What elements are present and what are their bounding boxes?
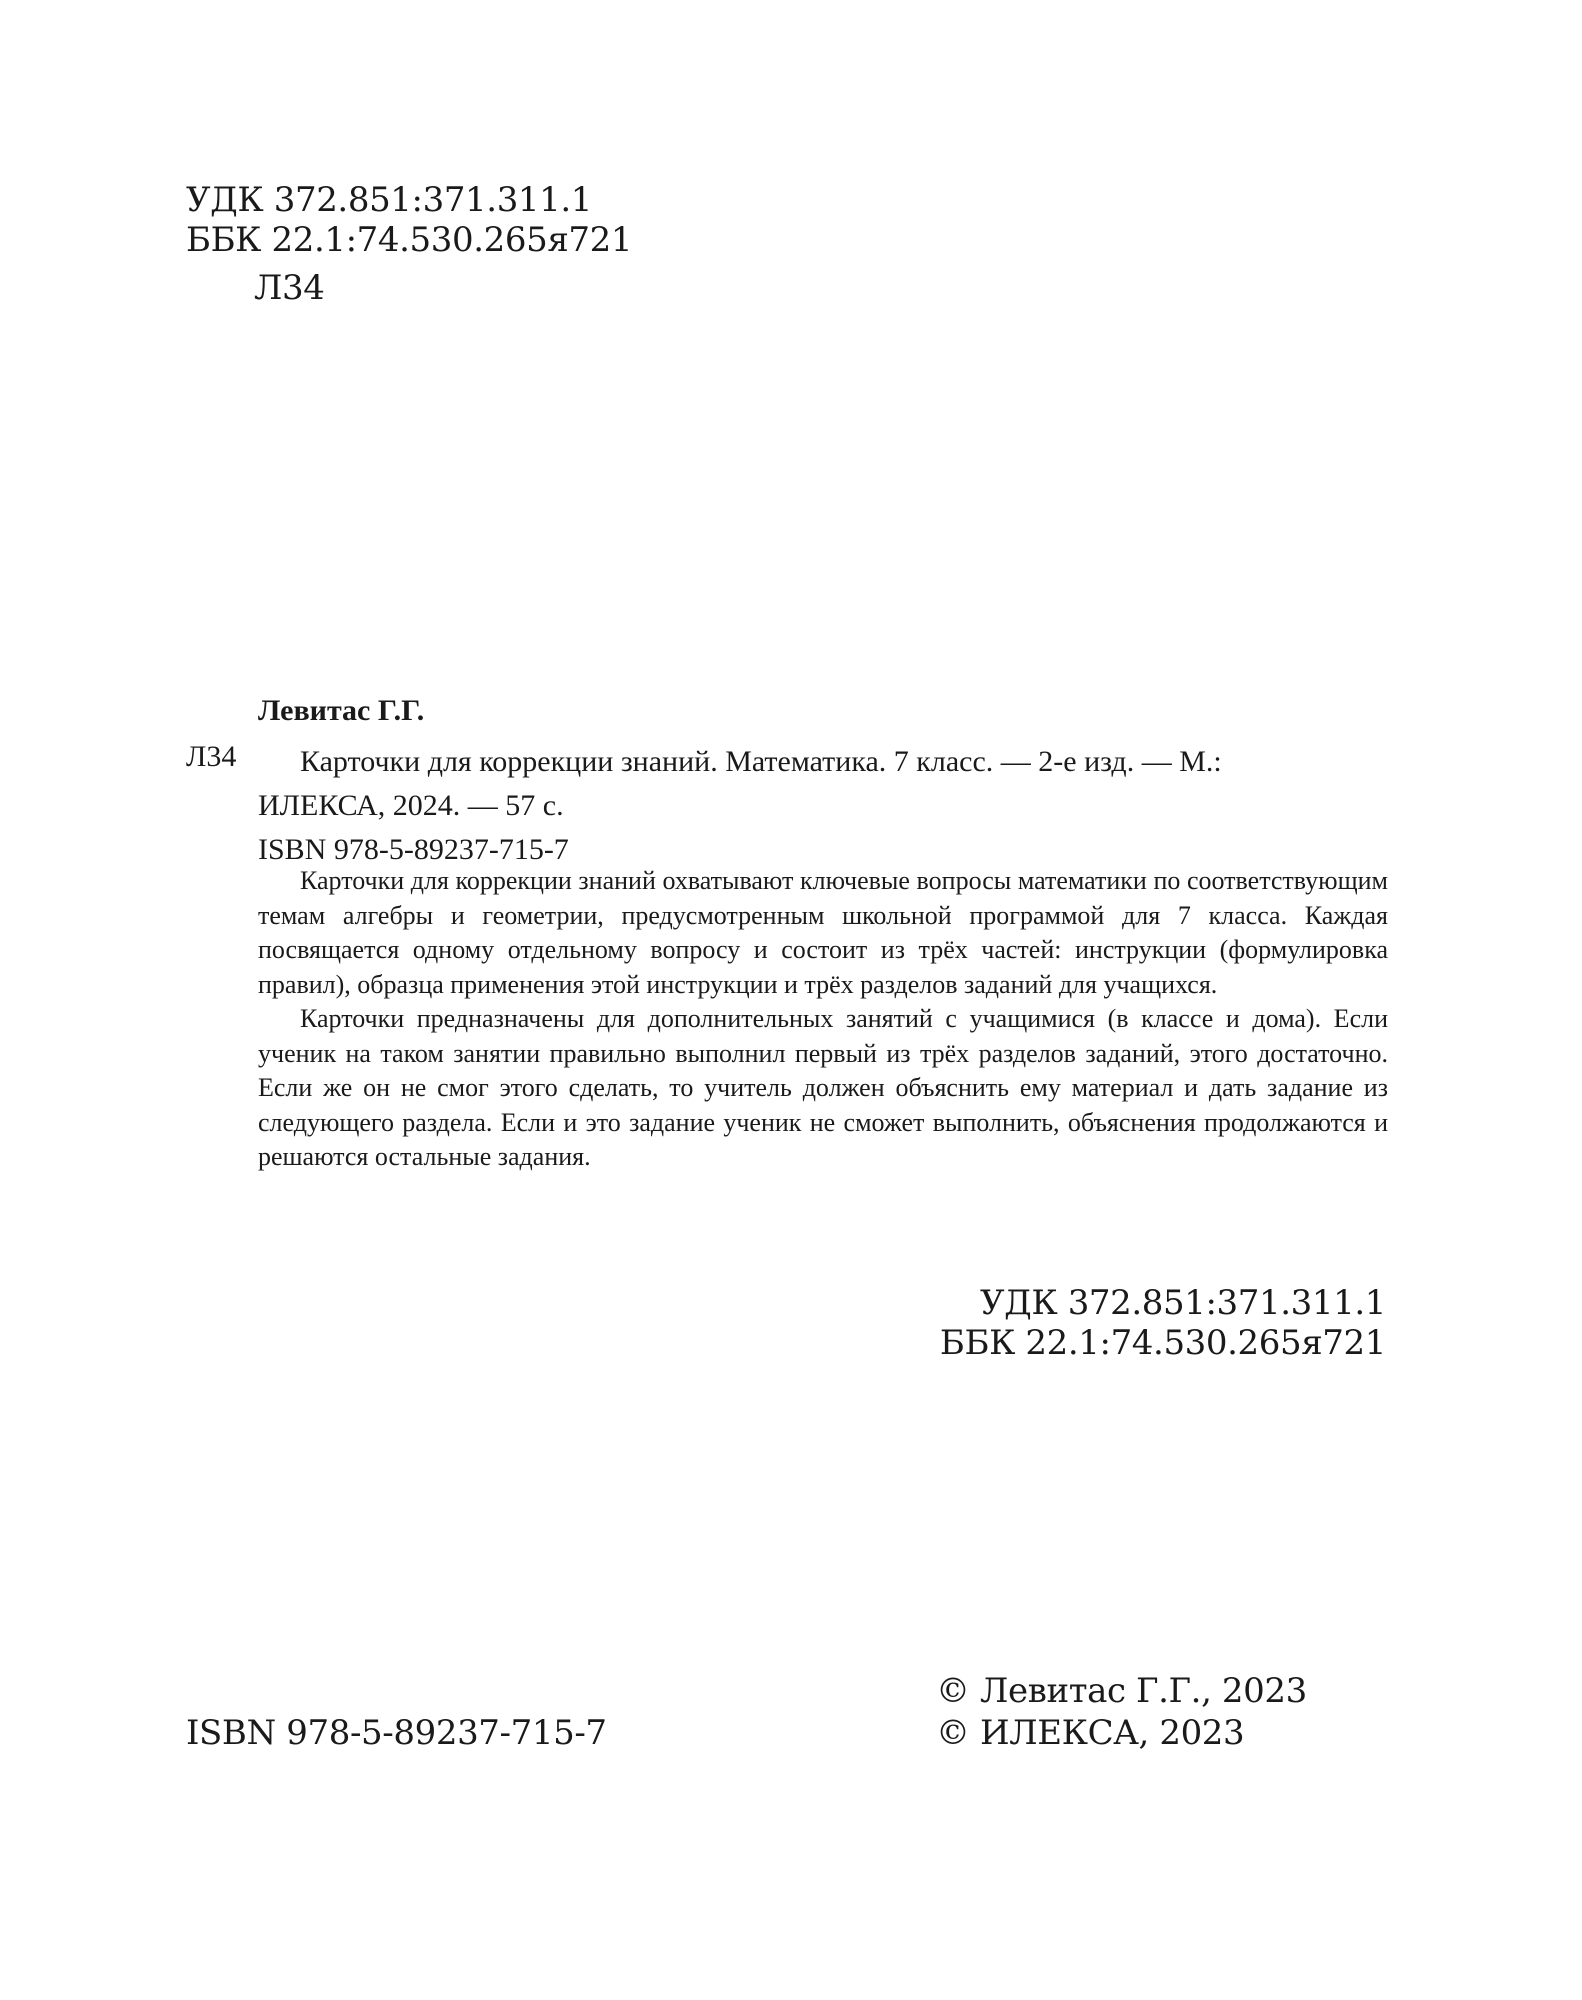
- card-title-line-2: ИЛЕКСА, 2024. — 57 с.: [258, 789, 564, 822]
- top-classification-block: [186, 180, 632, 308]
- bbk-code-bottom: ББК 22.1:74.530.265я721: [939, 1323, 1386, 1363]
- card-author: Левитас Г.Г.: [258, 694, 425, 727]
- udk-code: УДК 372.851:371.311.1: [186, 180, 593, 220]
- card-isbn: ISBN 978-5-89237-715-7: [258, 833, 569, 866]
- bbk-code: ББК 22.1:74.530.265я721: [186, 220, 633, 260]
- udk-code-bottom: УДК 372.851:371.311.1: [979, 1283, 1386, 1323]
- card-author-mark: Л34: [186, 740, 237, 773]
- footer-isbn: ISBN 978-5-89237-715-7: [186, 1713, 607, 1753]
- author-mark: Л34: [254, 268, 325, 308]
- card-title-line-1: Карточки для коррекции знаний. Математика. 7 класс. — 2-е изд. — М.:: [300, 745, 1222, 778]
- copyright-block: [936, 1670, 1307, 1754]
- copyright-author: © Левитас Г.Г., 2023: [936, 1671, 1307, 1711]
- card-bibliographic-entry: [258, 740, 1222, 872]
- abstract-paragraph-2: Карточки предназначены для дополнительных занятий с учащимися (в классе и дома). Если ученик на таком занятии правильно выполнил первый из трёх разделов заданий, этого достаточно. Если же он не смог этого сделать, то учитель должен объяснить ему материал и дать задание из следующего раздела. Если и это задание ученик не сможет выполнить, объяснения продолжаются и решаются остальные задания.: [258, 1004, 1388, 1171]
- abstract-paragraph-1: Карточки для коррекции знаний охватывают ключевые вопросы математики по соответствующим темам алгебры и геометрии, предусмотренным школьной программой для 7 класса. Каждая посвящается одному отдельному вопросу и состоит из трёх частей: инструкции (формулировка правил), образца применения этой инструкции и трёх разделов заданий для учащихся.: [258, 866, 1388, 999]
- abstract: [258, 864, 1388, 1175]
- bottom-classification-block: [940, 1283, 1386, 1363]
- copyright-publisher: © ИЛЕКСА, 2023: [936, 1713, 1245, 1753]
